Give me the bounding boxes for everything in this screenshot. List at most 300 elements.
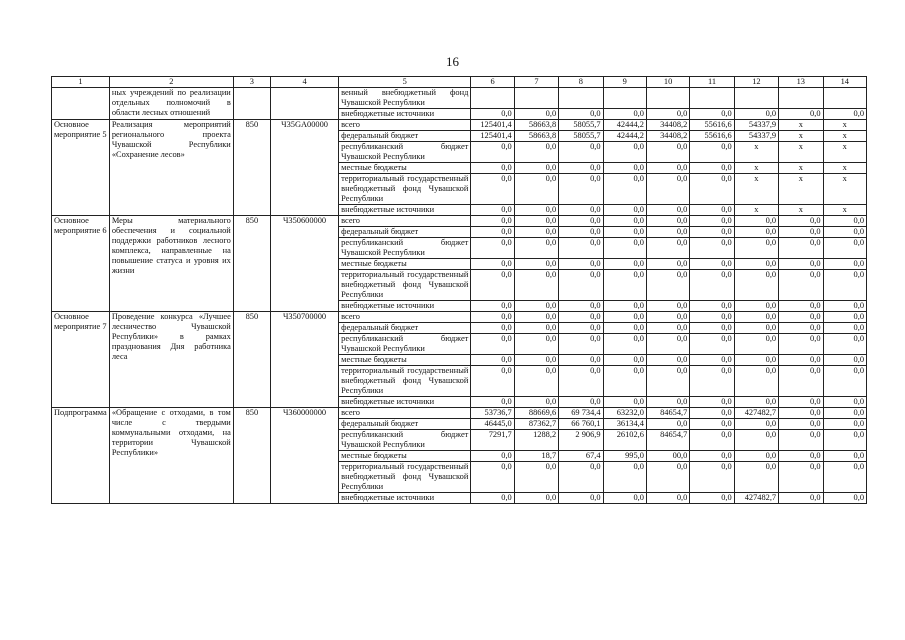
value-cell: 0,0 bbox=[559, 334, 603, 355]
value-cell: 0,0 bbox=[823, 334, 867, 355]
value-cell: 0,0 bbox=[559, 174, 603, 205]
value-cell: 0,0 bbox=[779, 397, 823, 408]
value-cell: x bbox=[779, 120, 823, 131]
value-cell: 0,0 bbox=[779, 227, 823, 238]
value-cell: 55616,6 bbox=[690, 120, 734, 131]
value-cell: 0,0 bbox=[471, 227, 514, 238]
header-row bbox=[52, 77, 867, 88]
column-number-10: 10 bbox=[646, 77, 689, 88]
value-cell: 26102,6 bbox=[603, 430, 646, 451]
funding-source-cell: внебюджетные источники bbox=[339, 205, 471, 216]
value-cell: 0,0 bbox=[559, 301, 603, 312]
value-cell: 0,0 bbox=[646, 419, 689, 430]
value-cell: 0,0 bbox=[471, 270, 514, 301]
measure-description-cell: ных учреждений по реализации отдельных полномочий в области лесных отношений bbox=[109, 88, 233, 120]
value-cell: 0,0 bbox=[734, 227, 778, 238]
funding-source-cell: внебюджетные источники bbox=[339, 301, 471, 312]
funding-source-cell: местные бюджеты bbox=[339, 259, 471, 270]
value-cell: 0,0 bbox=[559, 163, 603, 174]
value-cell: 0,0 bbox=[646, 270, 689, 301]
value-cell: 0,0 bbox=[559, 216, 603, 227]
table-row bbox=[52, 120, 867, 131]
value-cell: 0,0 bbox=[779, 109, 823, 120]
funding-source-cell: всего bbox=[339, 312, 471, 323]
grbs-code-cell: 850 bbox=[233, 216, 270, 312]
value-cell: 0,0 bbox=[559, 323, 603, 334]
value-cell: x bbox=[779, 142, 823, 163]
value-cell: 0,0 bbox=[471, 109, 514, 120]
budget-code-cell: Ч35GA00000 bbox=[270, 120, 338, 216]
value-cell: x bbox=[823, 205, 867, 216]
value-cell: 0,0 bbox=[734, 451, 778, 462]
value-cell: 0,0 bbox=[823, 355, 867, 366]
value-cell: 0,0 bbox=[690, 109, 734, 120]
value-cell bbox=[514, 88, 558, 109]
value-cell: 0,0 bbox=[514, 142, 558, 163]
value-cell: 0,0 bbox=[779, 238, 823, 259]
value-cell: 0,0 bbox=[471, 216, 514, 227]
budget-code-cell bbox=[270, 88, 338, 120]
value-cell: 0,0 bbox=[514, 270, 558, 301]
value-cell: 0,0 bbox=[779, 366, 823, 397]
column-number-13: 13 bbox=[779, 77, 823, 88]
value-cell: 0,0 bbox=[514, 227, 558, 238]
value-cell: 0,0 bbox=[603, 259, 646, 270]
column-number-11: 11 bbox=[690, 77, 734, 88]
value-cell: 0,0 bbox=[559, 259, 603, 270]
value-cell: 0,0 bbox=[559, 227, 603, 238]
value-cell: 0,0 bbox=[734, 397, 778, 408]
funding-source-cell: венный внебюджетный фонд Чувашской Республики bbox=[339, 88, 471, 109]
funding-source-cell: федеральный бюджет bbox=[339, 323, 471, 334]
value-cell: 0,0 bbox=[823, 259, 867, 270]
funding-source-cell: всего bbox=[339, 120, 471, 131]
value-cell: 46445,0 bbox=[471, 419, 514, 430]
value-cell: 0,0 bbox=[779, 451, 823, 462]
value-cell: 0,0 bbox=[514, 174, 558, 205]
value-cell: 42444,2 bbox=[603, 131, 646, 142]
value-cell: 0,0 bbox=[823, 430, 867, 451]
value-cell: 0,0 bbox=[471, 366, 514, 397]
value-cell: 0,0 bbox=[690, 270, 734, 301]
page-number: 16 bbox=[446, 54, 459, 69]
value-cell: 0,0 bbox=[514, 205, 558, 216]
value-cell: 0,0 bbox=[514, 334, 558, 355]
measure-name-cell: Основное мероприятие 7 bbox=[52, 312, 110, 408]
value-cell: 0,0 bbox=[471, 163, 514, 174]
value-cell: 0,0 bbox=[734, 366, 778, 397]
grbs-code-cell: 850 bbox=[233, 120, 270, 216]
column-number-1: 1 bbox=[52, 77, 110, 88]
funding-source-cell: всего bbox=[339, 408, 471, 419]
value-cell: 0,0 bbox=[559, 366, 603, 397]
column-number-6: 6 bbox=[471, 77, 514, 88]
value-cell: 0,0 bbox=[823, 419, 867, 430]
value-cell: 0,0 bbox=[559, 462, 603, 493]
grbs-code-cell bbox=[233, 88, 270, 120]
value-cell: 0,0 bbox=[779, 419, 823, 430]
value-cell: 0,0 bbox=[646, 163, 689, 174]
column-number-12: 12 bbox=[734, 77, 778, 88]
value-cell: 0,0 bbox=[690, 142, 734, 163]
budget-code-cell: Ч350600000 bbox=[270, 216, 338, 312]
table-row bbox=[52, 408, 867, 419]
value-cell: x bbox=[734, 142, 778, 163]
value-cell: 0,0 bbox=[646, 238, 689, 259]
value-cell: 36134,4 bbox=[603, 419, 646, 430]
value-cell: 0,0 bbox=[779, 493, 823, 504]
measure-name-cell: Основное мероприятие 6 bbox=[52, 216, 110, 312]
value-cell: 34408,2 bbox=[646, 120, 689, 131]
value-cell bbox=[779, 88, 823, 109]
value-cell: x bbox=[734, 174, 778, 205]
value-cell: 0,0 bbox=[690, 451, 734, 462]
value-cell: 0,0 bbox=[471, 205, 514, 216]
value-cell: 0,0 bbox=[603, 205, 646, 216]
value-cell: 0,0 bbox=[514, 259, 558, 270]
value-cell bbox=[646, 88, 689, 109]
grbs-code-cell: 850 bbox=[233, 312, 270, 408]
budget-code-cell: Ч350700000 bbox=[270, 312, 338, 408]
funding-source-cell: федеральный бюджет bbox=[339, 227, 471, 238]
value-cell: 58663,8 bbox=[514, 120, 558, 131]
value-cell: 0,0 bbox=[514, 493, 558, 504]
value-cell: 1288,2 bbox=[514, 430, 558, 451]
value-cell: 0,0 bbox=[646, 259, 689, 270]
funding-source-cell: республиканский бюджет Чувашской Республики bbox=[339, 430, 471, 451]
value-cell: x bbox=[823, 163, 867, 174]
value-cell: 0,0 bbox=[690, 174, 734, 205]
value-cell: x bbox=[734, 163, 778, 174]
column-number-7: 7 bbox=[514, 77, 558, 88]
value-cell: 0,0 bbox=[734, 109, 778, 120]
funding-source-cell: республиканский бюджет Чувашской Республики bbox=[339, 142, 471, 163]
value-cell: 0,0 bbox=[471, 174, 514, 205]
value-cell: 0,0 bbox=[690, 259, 734, 270]
value-cell: 0,0 bbox=[823, 216, 867, 227]
value-cell bbox=[823, 88, 867, 109]
value-cell: 0,0 bbox=[514, 366, 558, 397]
value-cell: 0,0 bbox=[514, 312, 558, 323]
value-cell: 0,0 bbox=[471, 142, 514, 163]
value-cell: 84654,7 bbox=[646, 430, 689, 451]
value-cell: 125401,4 bbox=[471, 131, 514, 142]
value-cell: 0,0 bbox=[646, 355, 689, 366]
value-cell: 42444,2 bbox=[603, 120, 646, 131]
value-cell: 0,0 bbox=[559, 355, 603, 366]
column-number-5: 5 bbox=[339, 77, 471, 88]
value-cell: 427482,7 bbox=[734, 493, 778, 504]
value-cell: 0,0 bbox=[646, 366, 689, 397]
value-cell: 0,0 bbox=[471, 397, 514, 408]
funding-source-cell: всего bbox=[339, 216, 471, 227]
value-cell: x bbox=[823, 120, 867, 131]
funding-source-cell: территориальный государственный внебюджетный фонд Чувашской Республики bbox=[339, 462, 471, 493]
value-cell: 427482,7 bbox=[734, 408, 778, 419]
value-cell: 0,0 bbox=[559, 397, 603, 408]
value-cell: 88669,6 bbox=[514, 408, 558, 419]
value-cell: 0,0 bbox=[471, 301, 514, 312]
funding-source-cell: территориальный государственный внебюджетный фонд Чувашской Республики bbox=[339, 174, 471, 205]
column-number-3: 3 bbox=[233, 77, 270, 88]
value-cell: 0,0 bbox=[690, 301, 734, 312]
table-row bbox=[52, 88, 867, 109]
value-cell: 995,0 bbox=[603, 451, 646, 462]
value-cell: 0,0 bbox=[603, 109, 646, 120]
value-cell: 0,0 bbox=[734, 238, 778, 259]
value-cell: 34408,2 bbox=[646, 131, 689, 142]
funding-source-cell: внебюджетные источники bbox=[339, 397, 471, 408]
value-cell: 0,0 bbox=[514, 323, 558, 334]
value-cell: 0,0 bbox=[603, 238, 646, 259]
value-cell: 2 906,9 bbox=[559, 430, 603, 451]
value-cell: 69 734,4 bbox=[559, 408, 603, 419]
value-cell: 54337,9 bbox=[734, 131, 778, 142]
value-cell: 00,0 bbox=[646, 451, 689, 462]
value-cell: 0,0 bbox=[646, 216, 689, 227]
value-cell: 0,0 bbox=[603, 270, 646, 301]
value-cell: 0,0 bbox=[559, 205, 603, 216]
value-cell: 54337,9 bbox=[734, 120, 778, 131]
value-cell: 0,0 bbox=[514, 355, 558, 366]
value-cell: 0,0 bbox=[823, 301, 867, 312]
value-cell: 0,0 bbox=[779, 462, 823, 493]
value-cell bbox=[471, 88, 514, 109]
value-cell: 0,0 bbox=[603, 397, 646, 408]
value-cell: 0,0 bbox=[471, 462, 514, 493]
measure-name-cell: Подпрограмма bbox=[52, 408, 110, 504]
column-number-4: 4 bbox=[270, 77, 338, 88]
value-cell: 0,0 bbox=[603, 216, 646, 227]
value-cell: x bbox=[823, 174, 867, 205]
value-cell: 0,0 bbox=[734, 462, 778, 493]
value-cell: 0,0 bbox=[559, 142, 603, 163]
funding-source-cell: местные бюджеты bbox=[339, 451, 471, 462]
value-cell: 84654,7 bbox=[646, 408, 689, 419]
value-cell: 0,0 bbox=[646, 205, 689, 216]
value-cell: 67,4 bbox=[559, 451, 603, 462]
value-cell: 58055,7 bbox=[559, 120, 603, 131]
value-cell: 0,0 bbox=[690, 323, 734, 334]
value-cell: 0,0 bbox=[603, 323, 646, 334]
value-cell: x bbox=[779, 131, 823, 142]
value-cell: 0,0 bbox=[823, 323, 867, 334]
value-cell: 0,0 bbox=[471, 259, 514, 270]
value-cell: 0,0 bbox=[559, 270, 603, 301]
funding-source-cell: территориальный государственный внебюджетный фонд Чувашской Республики bbox=[339, 366, 471, 397]
value-cell: 125401,4 bbox=[471, 120, 514, 131]
value-cell: 0,0 bbox=[779, 334, 823, 355]
funding-source-cell: федеральный бюджет bbox=[339, 131, 471, 142]
value-cell: 0,0 bbox=[823, 451, 867, 462]
value-cell: 0,0 bbox=[603, 227, 646, 238]
value-cell: 0,0 bbox=[734, 334, 778, 355]
value-cell: x bbox=[734, 205, 778, 216]
value-cell: 0,0 bbox=[823, 397, 867, 408]
value-cell: 58663,8 bbox=[514, 131, 558, 142]
column-number-14: 14 bbox=[823, 77, 867, 88]
value-cell: 0,0 bbox=[734, 301, 778, 312]
value-cell: 0,0 bbox=[603, 312, 646, 323]
value-cell: 0,0 bbox=[823, 366, 867, 397]
value-cell: 0,0 bbox=[779, 312, 823, 323]
value-cell: 0,0 bbox=[779, 355, 823, 366]
value-cell: 0,0 bbox=[471, 493, 514, 504]
value-cell: x bbox=[779, 163, 823, 174]
value-cell: 0,0 bbox=[690, 163, 734, 174]
value-cell: 0,0 bbox=[690, 355, 734, 366]
value-cell: 0,0 bbox=[646, 142, 689, 163]
value-cell: 63232,0 bbox=[603, 408, 646, 419]
value-cell: 0,0 bbox=[646, 323, 689, 334]
value-cell: 0,0 bbox=[514, 397, 558, 408]
value-cell: 0,0 bbox=[779, 259, 823, 270]
value-cell: 0,0 bbox=[690, 238, 734, 259]
value-cell: 0,0 bbox=[823, 493, 867, 504]
measure-name-cell: Основное мероприятие 5 bbox=[52, 120, 110, 216]
grbs-code-cell: 850 bbox=[233, 408, 270, 504]
value-cell: 0,0 bbox=[823, 408, 867, 419]
value-cell: 87362,7 bbox=[514, 419, 558, 430]
value-cell: 0,0 bbox=[559, 312, 603, 323]
value-cell: 18,7 bbox=[514, 451, 558, 462]
value-cell: 0,0 bbox=[690, 216, 734, 227]
funding-source-cell: республиканский бюджет Чувашской Республики bbox=[339, 334, 471, 355]
value-cell: 0,0 bbox=[646, 334, 689, 355]
measure-description-cell: Проведение конкурса «Лучшее лесничество Чувашской Республики» в рамках празднования Дня работника леса bbox=[109, 312, 233, 408]
value-cell: 0,0 bbox=[823, 312, 867, 323]
value-cell: x bbox=[823, 142, 867, 163]
value-cell: 0,0 bbox=[471, 334, 514, 355]
value-cell: 0,0 bbox=[690, 334, 734, 355]
value-cell: 0,0 bbox=[734, 430, 778, 451]
value-cell: 0,0 bbox=[559, 238, 603, 259]
column-number-8: 8 bbox=[559, 77, 603, 88]
table-row bbox=[52, 312, 867, 323]
value-cell: 0,0 bbox=[690, 227, 734, 238]
value-cell: 0,0 bbox=[646, 301, 689, 312]
funding-source-cell: внебюджетные источники bbox=[339, 109, 471, 120]
value-cell: 0,0 bbox=[823, 109, 867, 120]
value-cell: 0,0 bbox=[690, 408, 734, 419]
value-cell: 0,0 bbox=[734, 259, 778, 270]
value-cell: 0,0 bbox=[646, 109, 689, 120]
value-cell: 0,0 bbox=[779, 216, 823, 227]
value-cell: 0,0 bbox=[734, 312, 778, 323]
value-cell: 0,0 bbox=[603, 301, 646, 312]
value-cell: 0,0 bbox=[559, 493, 603, 504]
value-cell: 0,0 bbox=[823, 227, 867, 238]
value-cell: 0,0 bbox=[514, 163, 558, 174]
measure-description-cell: «Обращение с отходами, в том числе с твердыми коммунальными отходами, на территории Чувашской Республики» bbox=[109, 408, 233, 504]
value-cell: 0,0 bbox=[734, 419, 778, 430]
table-row bbox=[52, 216, 867, 227]
value-cell: 0,0 bbox=[690, 366, 734, 397]
value-cell: 0,0 bbox=[823, 270, 867, 301]
value-cell: 0,0 bbox=[690, 205, 734, 216]
value-cell: 0,0 bbox=[779, 408, 823, 419]
value-cell: 0,0 bbox=[471, 312, 514, 323]
value-cell: 0,0 bbox=[734, 323, 778, 334]
measure-description-cell: Меры материального обеспечения и социальной поддержки работников лесного комплекса, направленные на повышение статуса и уровня их жизни bbox=[109, 216, 233, 312]
value-cell: 0,0 bbox=[471, 451, 514, 462]
value-cell: 0,0 bbox=[690, 493, 734, 504]
funding-source-cell: внебюджетные источники bbox=[339, 493, 471, 504]
budget-code-cell: Ч360000000 bbox=[270, 408, 338, 504]
value-cell: 0,0 bbox=[471, 323, 514, 334]
measure-description-cell: Реализация мероприятий регионального проекта Чувашской Республики «Сохранение лесов» bbox=[109, 120, 233, 216]
value-cell: 0,0 bbox=[646, 493, 689, 504]
value-cell: 0,0 bbox=[514, 301, 558, 312]
value-cell bbox=[603, 88, 646, 109]
value-cell: 0,0 bbox=[779, 301, 823, 312]
value-cell: 53736,7 bbox=[471, 408, 514, 419]
value-cell: 0,0 bbox=[514, 216, 558, 227]
value-cell: 0,0 bbox=[646, 462, 689, 493]
measure-name-cell bbox=[52, 88, 110, 120]
value-cell bbox=[559, 88, 603, 109]
value-cell: 0,0 bbox=[779, 270, 823, 301]
value-cell: 55616,6 bbox=[690, 131, 734, 142]
value-cell: 0,0 bbox=[690, 462, 734, 493]
value-cell: 0,0 bbox=[514, 462, 558, 493]
value-cell: 0,0 bbox=[603, 163, 646, 174]
value-cell: 58055,7 bbox=[559, 131, 603, 142]
value-cell: 0,0 bbox=[603, 493, 646, 504]
value-cell bbox=[690, 88, 734, 109]
value-cell: 0,0 bbox=[690, 312, 734, 323]
value-cell: 0,0 bbox=[471, 238, 514, 259]
value-cell: 0,0 bbox=[690, 419, 734, 430]
value-cell: 0,0 bbox=[603, 142, 646, 163]
value-cell: 0,0 bbox=[690, 430, 734, 451]
value-cell: x bbox=[823, 131, 867, 142]
value-cell: 0,0 bbox=[690, 397, 734, 408]
value-cell: 0,0 bbox=[646, 227, 689, 238]
funding-source-cell: федеральный бюджет bbox=[339, 419, 471, 430]
value-cell: 0,0 bbox=[734, 355, 778, 366]
value-cell: x bbox=[779, 205, 823, 216]
column-number-2: 2 bbox=[109, 77, 233, 88]
value-cell: 0,0 bbox=[779, 323, 823, 334]
column-number-9: 9 bbox=[603, 77, 646, 88]
value-cell: 0,0 bbox=[603, 462, 646, 493]
value-cell: 0,0 bbox=[779, 430, 823, 451]
value-cell: 66 760,1 bbox=[559, 419, 603, 430]
budget-table bbox=[51, 76, 867, 504]
value-cell: 0,0 bbox=[823, 238, 867, 259]
value-cell: 7291,7 bbox=[471, 430, 514, 451]
value-cell: 0,0 bbox=[559, 109, 603, 120]
value-cell: x bbox=[779, 174, 823, 205]
value-cell: 0,0 bbox=[646, 397, 689, 408]
funding-source-cell: территориальный государственный внебюджетный фонд Чувашской Республики bbox=[339, 270, 471, 301]
value-cell: 0,0 bbox=[734, 270, 778, 301]
value-cell: 0,0 bbox=[514, 109, 558, 120]
value-cell bbox=[734, 88, 778, 109]
value-cell: 0,0 bbox=[823, 462, 867, 493]
value-cell: 0,0 bbox=[603, 334, 646, 355]
value-cell: 0,0 bbox=[603, 366, 646, 397]
funding-source-cell: республиканский бюджет Чувашской Республики bbox=[339, 238, 471, 259]
value-cell: 0,0 bbox=[646, 174, 689, 205]
value-cell: 0,0 bbox=[471, 355, 514, 366]
funding-source-cell: местные бюджеты bbox=[339, 163, 471, 174]
value-cell: 0,0 bbox=[603, 174, 646, 205]
funding-source-cell: местные бюджеты bbox=[339, 355, 471, 366]
value-cell: 0,0 bbox=[603, 355, 646, 366]
value-cell: 0,0 bbox=[734, 216, 778, 227]
